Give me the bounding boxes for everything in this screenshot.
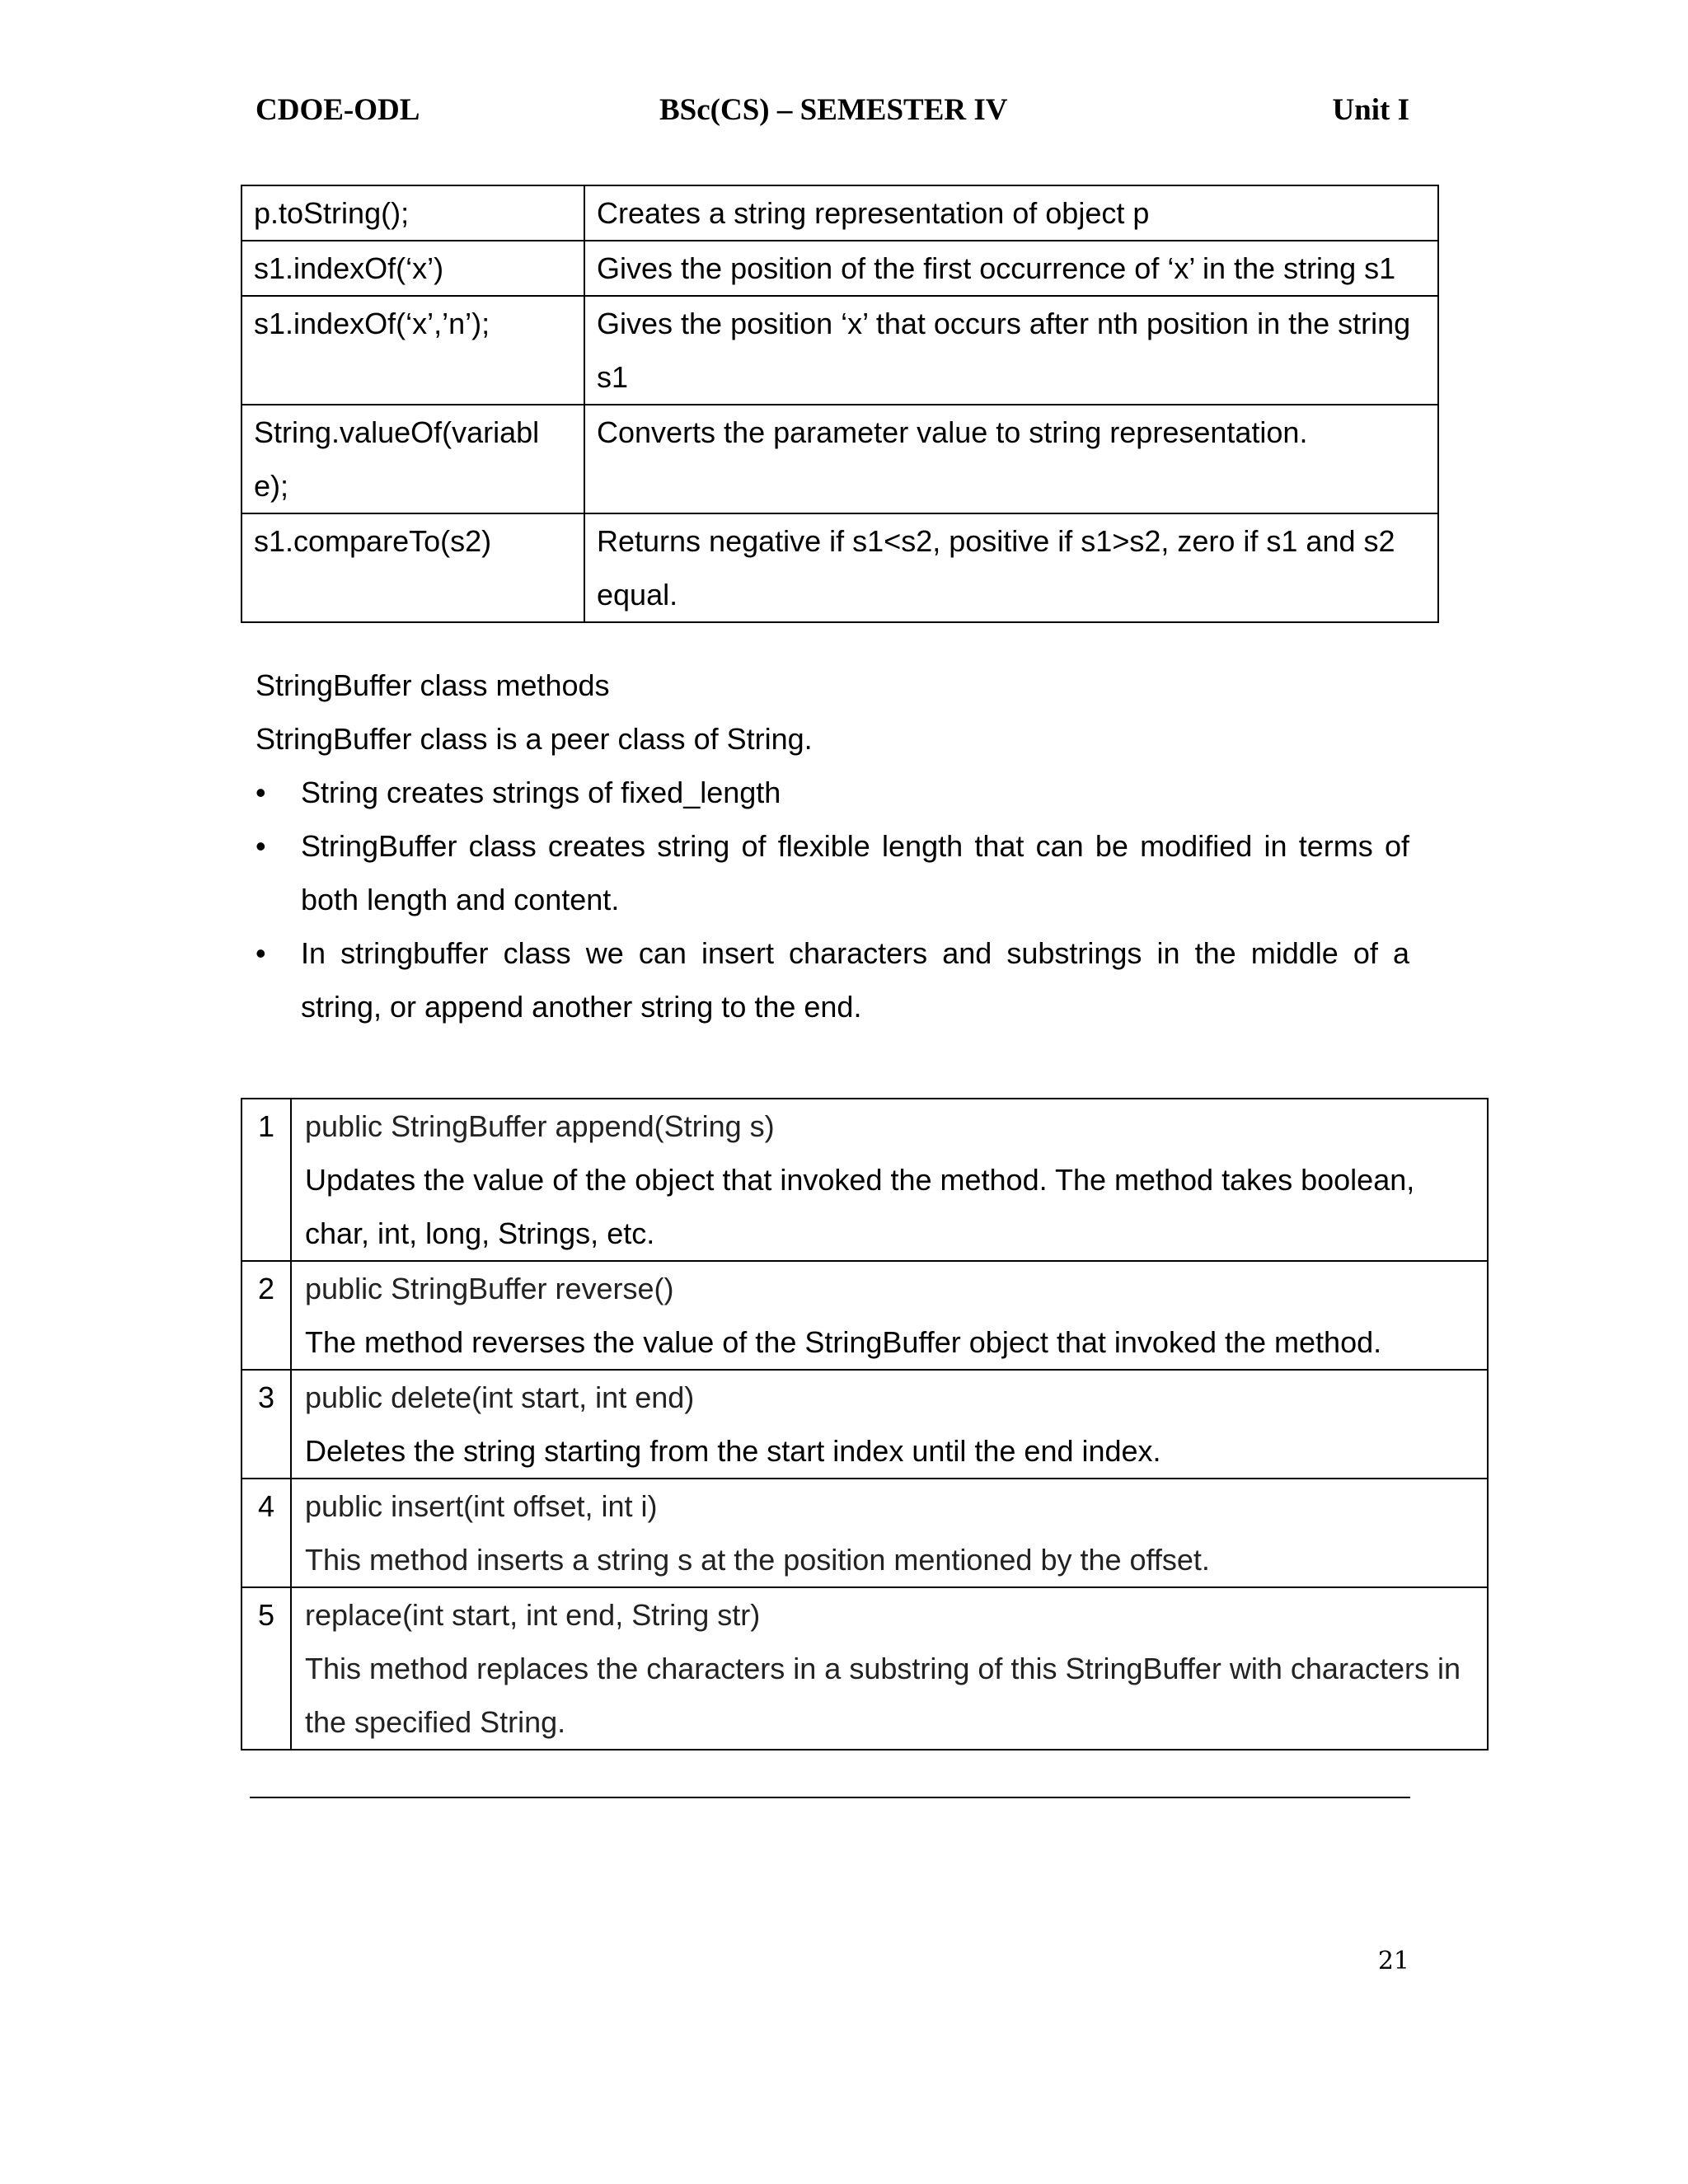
method-description: This method inserts a string s at the position mentioned by the offset. xyxy=(305,1543,1210,1577)
page-number: 21 xyxy=(1377,1947,1409,1975)
method-cell xyxy=(291,1099,1488,1261)
method-cell xyxy=(291,1479,1488,1587)
header-institution: CDOE-ODL xyxy=(256,93,420,127)
method-cell xyxy=(291,1261,1488,1370)
section-intro: StringBuffer class is a peer class of String. xyxy=(256,722,813,756)
stringbuffer-methods-table xyxy=(241,1098,1489,1750)
table-row xyxy=(241,1479,1488,1587)
method-signature: public StringBuffer append(String s) xyxy=(305,1109,775,1143)
list-item xyxy=(256,766,1409,819)
section-title: StringBuffer class methods xyxy=(256,668,610,702)
description-cell: Gives the position ‘x’ that occurs after nth position in the string s1 xyxy=(584,296,1438,405)
list-item xyxy=(256,926,1409,1033)
header-unit: Unit I xyxy=(1332,93,1409,127)
table-row xyxy=(241,185,1438,241)
row-number: 4 xyxy=(241,1479,291,1587)
method-cell: s1.compareTo(s2) xyxy=(241,513,584,622)
table-row xyxy=(241,1261,1488,1370)
method-cell: s1.indexOf(‘x’,’n’); xyxy=(241,296,584,405)
method-cell xyxy=(291,1370,1488,1479)
list-item-text: StringBuffer class creates string of flexible length that can be modified in terms of both length and content. xyxy=(301,829,1409,916)
table-row xyxy=(241,296,1438,405)
bullet-list xyxy=(256,766,1409,1033)
table-row xyxy=(241,1587,1488,1750)
method-description: This method replaces the characters in a substring of this StringBuffer with characters in the specified String. xyxy=(305,1652,1461,1739)
header-course: BSc(CS) – SEMESTER IV xyxy=(659,93,1008,127)
method-description: Deletes the string starting from the start index until the end index. xyxy=(305,1434,1161,1468)
table-row xyxy=(241,513,1438,622)
string-methods-table xyxy=(241,185,1439,623)
description-cell: Creates a string representation of object p xyxy=(584,185,1438,241)
method-signature: public insert(int offset, int i) xyxy=(305,1489,658,1523)
table-row xyxy=(241,405,1438,513)
method-cell: String.valueOf(variable); xyxy=(241,405,584,513)
method-description: Updates the value of the object that invoked the method. The method takes boolean, char, int, long, Strings, etc. xyxy=(305,1163,1415,1250)
description-cell: Gives the position of the first occurrence of ‘x’ in the string s1 xyxy=(584,241,1438,296)
method-description: The method reverses the value of the StringBuffer object that invoked the method. xyxy=(305,1325,1382,1359)
method-cell: p.toString(); xyxy=(241,185,584,241)
bullet-icon: • xyxy=(256,776,266,809)
stringbuffer-section xyxy=(256,658,1409,1033)
method-signature: public delete(int start, int end) xyxy=(305,1380,695,1414)
list-item-text: String creates strings of fixed_length xyxy=(301,776,781,809)
footer-divider xyxy=(250,1797,1410,1798)
page-header xyxy=(256,92,1409,134)
description-cell: Converts the parameter value to string representation. xyxy=(584,405,1438,513)
table-row xyxy=(241,241,1438,296)
bullet-icon: • xyxy=(256,936,266,970)
method-cell xyxy=(291,1587,1488,1750)
row-number: 5 xyxy=(241,1587,291,1750)
row-number: 2 xyxy=(241,1261,291,1370)
method-signature: public StringBuffer reverse() xyxy=(305,1272,674,1305)
method-cell: s1.indexOf(‘x’) xyxy=(241,241,584,296)
row-number: 1 xyxy=(241,1099,291,1261)
table-row xyxy=(241,1370,1488,1479)
list-item xyxy=(256,819,1409,926)
row-number: 3 xyxy=(241,1370,291,1479)
description-cell: Returns negative if s1<s2, positive if s1>s2, zero if s1 and s2 equal. xyxy=(584,513,1438,622)
list-item-text: In stringbuffer class we can insert characters and substrings in the middle of a string, or append another string to the end. xyxy=(301,936,1409,1024)
table-row xyxy=(241,1099,1488,1261)
method-signature: replace(int start, int end, String str) xyxy=(305,1598,761,1632)
bullet-icon: • xyxy=(256,829,266,863)
